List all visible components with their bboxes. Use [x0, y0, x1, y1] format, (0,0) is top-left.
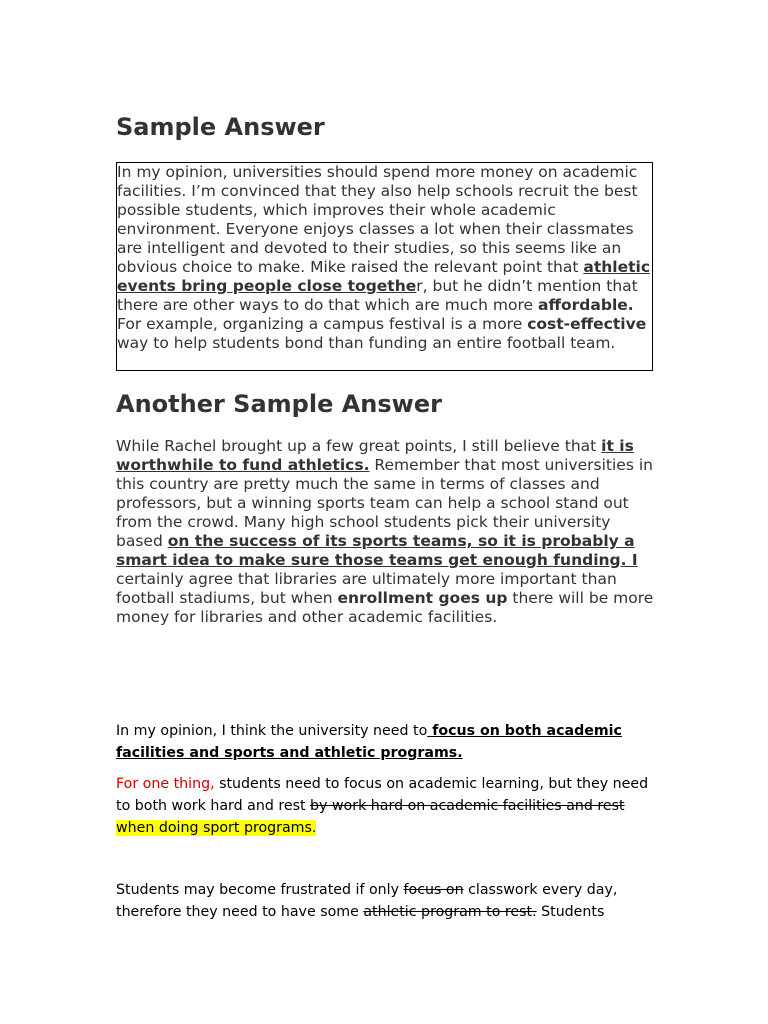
another-answer-paragraph: [116, 437, 656, 627]
strikethrough-text: athletic program to rest.: [363, 904, 537, 920]
text-run: For example, organizing a campus festival is a more: [117, 315, 528, 333]
bold-phrase: enrollment goes up: [337, 589, 508, 607]
underlined-phrase: focus on both academic facilities and sports and athletic programs.: [116, 723, 622, 761]
text-run: In my opinion, I think the university need to: [116, 723, 428, 739]
highlighted-text: when doing sport programs.: [116, 820, 317, 836]
student-note-frustration: [116, 879, 661, 923]
sample-answer-paragraph: [117, 163, 652, 353]
text-run: students need to focus on academic learning, but they need to both work hard and rest: [116, 776, 649, 814]
text-run: certainly agree that libraries are ultimately more important than football stadiums, but when: [116, 570, 617, 607]
bold-word: affordable.: [537, 296, 634, 314]
strikethrough-text: by work hard on academic facilities and rest: [310, 798, 625, 814]
strikethrough-text: focus on: [403, 882, 464, 898]
bold-word: cost-effective: [527, 315, 647, 333]
text-run: Students may become frustrated if only: [116, 882, 404, 898]
underlined-phrase: it is worthwhile to fund athletics.: [116, 437, 634, 474]
underlined-phrase: on the success of its sports teams, so it is probably a smart idea to make sure those teams get enough funding. I: [116, 532, 638, 569]
red-text: For one thing,: [116, 776, 215, 792]
heading-another-sample-answer: Another Sample Answer: [116, 390, 442, 418]
text-run: there will be more money for libraries and other academic facilities.: [116, 589, 654, 626]
student-note-opinion: [116, 720, 661, 764]
text-run: r, but he didn’t mention that there are other ways to do that which are much more: [117, 277, 638, 314]
text-run: classwork every day, therefore they need to have some: [116, 882, 618, 920]
heading-sample-answer: Sample Answer: [116, 113, 325, 141]
text-run: Remember that most universities in this country are pretty much the same in terms of classes and professors, but a winning sports team can help a school stand out from the crowd. Many high school students pick their university based: [116, 456, 653, 550]
text-run: In my opinion, universities should spend more money on academic facilities. I’m convinced that they also help schools recruit the best possible students, which improves their whole academic environment. Everyone enjoys classes a lot when their classmates are intelligent and devoted to their studies, so this seems like an obvious choice to make. Mike raised the relevant point that: [117, 163, 638, 276]
text-run: Students: [536, 904, 605, 920]
sample-answer-box: [116, 162, 653, 371]
text-run: way to help students bond than funding an entire football team.: [117, 334, 616, 352]
student-note-reason: [116, 773, 661, 839]
text-run: While Rachel brought up a few great points, I still believe that: [116, 437, 602, 455]
underlined-phrase: athletic events bring people close togethe: [117, 258, 651, 295]
